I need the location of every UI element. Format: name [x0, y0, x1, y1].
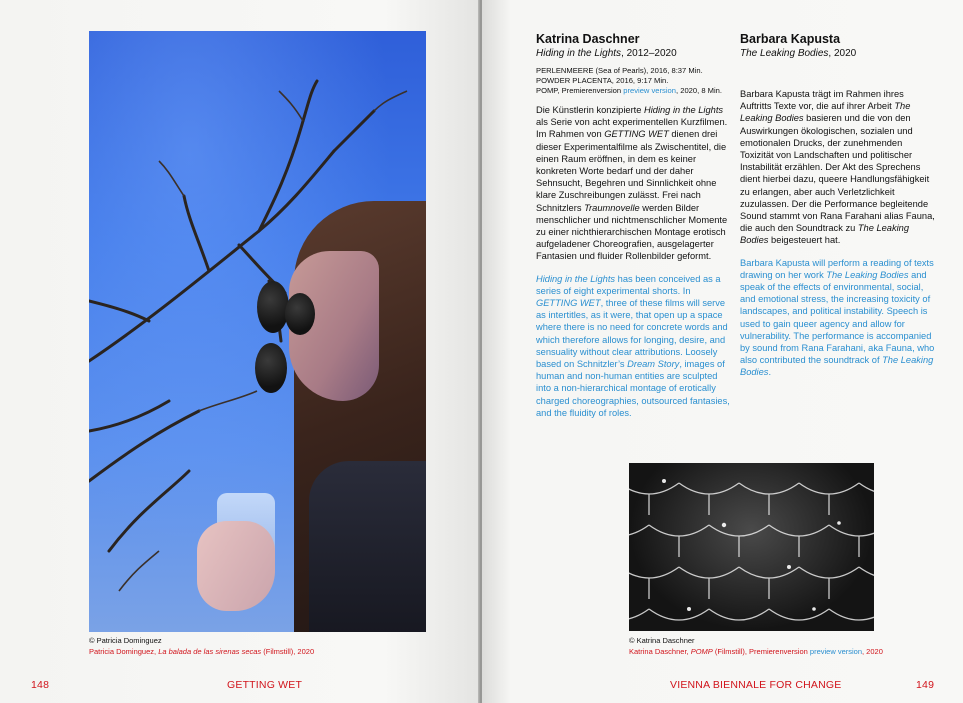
german-text: Die Künstlerin konzipierte Hiding in the Lights als Serie von acht experimentellen Kurzfilmen. Im Rahmen von GETTING WET dienen drei dieser Experimentalfilme als Zwischentitel, die einen Raum eröffnen, in dem es keiner konkreten Worte bedarf und der daher Sehnsucht, Begehren und Sinnlichkeit ohne klare Zuschreibungen zulässt. Frei nach Schnitzlers Traumnovelle werden Bilder menschlicher und nichtmenschlicher Momente zu einer nichthierarchischen Montage erotisch aufgeladener Choreografien, ausgelagerter Fantasien und fluider Rollenbilder geformt.: [536, 105, 728, 262]
page-number-right: 149: [916, 679, 935, 691]
barbara-kapusta-column: [740, 32, 936, 379]
english-text: Barbara Kapusta will perform a reading of texts drawing on her work The Leaking Bodies and speak of the effects of environmental, social, and emotional stress, the increasing toxicity of landscapes, and political instability. Speech is used to gain queer agency and allow for vulnerability. The performance is accompanied by sound from Rana Farahani, aka Fauna, who also contributed the soundtrack of The Leaking Bodies.: [740, 257, 935, 378]
artist-name: Katrina Daschner: [536, 32, 640, 46]
photo-caption: Katrina Daschner, POMP (Filmstill), Premierenversion preview version, 2020: [629, 647, 883, 656]
left-page: [0, 0, 480, 703]
seed-pod: [255, 343, 287, 393]
page-number-left: 148: [31, 679, 50, 691]
glasses-drawing: [629, 463, 874, 631]
english-text: Hiding in the Lights has been conceived as a series of eight experimental shorts. In GETTING WET, three of these films will serve as intertitles, as it were, that open up a space where there is no need for concrete words and which therefore allows for longing, desire, and sensuality without clear attributions. Loosely based on Schnitzler’s Dream Story, images of human and non-human entities are sculpted into a non-hierarchical montage of erotically charged choreographies, outsourced fantasies, and the fluidity of roles.: [536, 273, 730, 418]
patricia-dominguez-filmstill: [89, 31, 426, 632]
right-page: [482, 0, 963, 703]
seed-pod: [285, 293, 315, 335]
work-title: Hiding in the Lights, 2012–2020: [536, 48, 677, 59]
seed-pod: [257, 281, 289, 333]
german-text: Barbara Kapusta trägt im Rahmen ihres Auftritts Texte vor, die auf ihrer Arbeit The Leaking Bodies basieren und die von den Auswirkungen ökologischen, sozialen und emotionalen Drucks, der zunehmenden Toxizität von Landschaften und politischer Instabilität erzählen. Der Akt des Sprechens dient hierbei dazu, queere Handlungsfähigkeit zu erlangen, aber auch Verletzlichkeit zuzulassen. Der die Performance begleitende Sound stammt von Rana Farahani alias Fauna, die auch den Soundtrack zu The Leaking Bodies beigesteuert hat.: [740, 89, 935, 246]
champagne-glass-tower-filmstill: [629, 463, 874, 631]
works-list: PERLENMEERE (Sea of Pearls), 2016, 8:37 Min. POWDER PLACENTA, 2016, 9:17 Min. POMP, Premierenversion preview version, 2020, 8 Min.: [536, 66, 723, 95]
running-title-right: VIENNA BIENNALE FOR CHANGE: [670, 679, 842, 691]
hand-shape: [197, 521, 275, 611]
katrina-daschner-column: [536, 32, 732, 419]
photo-credit: © Katrina Daschner: [629, 636, 695, 645]
work-title: The Leaking Bodies, 2020: [740, 48, 857, 59]
running-title-left: GETTING WET: [227, 679, 303, 691]
photo-caption: Patricia Dominguez, La balada de las sirenas secas (Filmstill), 2020: [89, 647, 315, 656]
artist-name: Barbara Kapusta: [740, 32, 841, 46]
photo-credit: © Patricia Dominguez: [89, 636, 162, 645]
